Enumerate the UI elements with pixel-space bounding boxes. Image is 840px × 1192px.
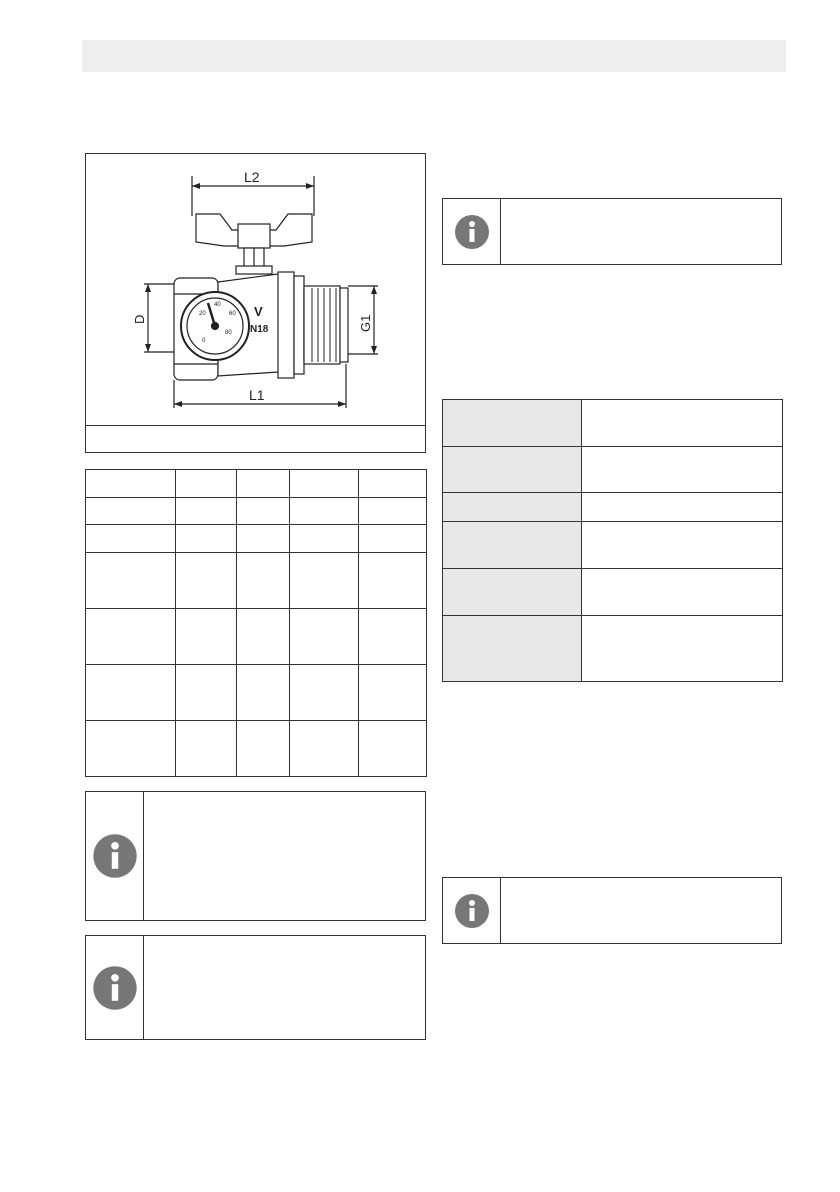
table-row — [86, 498, 427, 525]
gauge-letter: V — [254, 304, 263, 319]
gauge-tick-20: 20 — [199, 311, 206, 317]
table-cell — [237, 609, 290, 665]
label-l1: L1 — [249, 387, 265, 403]
spec-label-cell — [443, 493, 582, 522]
table-cell — [237, 665, 290, 721]
spec-value-cell — [582, 447, 783, 493]
info-note-bottom-right — [442, 877, 782, 944]
table-row — [443, 616, 783, 682]
info-icon — [443, 878, 501, 943]
table-row — [86, 553, 427, 609]
table-cell — [359, 609, 427, 665]
table-cell — [86, 665, 176, 721]
table-cell — [176, 498, 237, 525]
spec-label-cell — [443, 522, 582, 569]
spec-label-cell — [443, 400, 582, 447]
table-cell — [290, 721, 359, 777]
table-cell — [359, 721, 427, 777]
info-icon — [443, 199, 501, 264]
spec-value-cell — [582, 569, 783, 616]
spec-label-cell — [443, 616, 582, 682]
drawing-caption — [86, 425, 425, 452]
table-cell — [86, 721, 176, 777]
table-row — [443, 522, 783, 569]
gauge-tick-80: 80 — [225, 330, 232, 336]
table-cell — [86, 609, 176, 665]
table-cell — [86, 470, 176, 498]
table-row — [443, 400, 783, 447]
gauge-tick-60: 60 — [229, 311, 236, 317]
table-cell — [176, 721, 237, 777]
label-l2: L2 — [244, 169, 260, 185]
info-note-top-right — [442, 198, 782, 265]
table-row — [86, 721, 427, 777]
spec-value-cell — [582, 522, 783, 569]
valve-drawing-panel — [85, 153, 426, 453]
spec-value-cell — [582, 493, 783, 522]
info-icon — [86, 792, 144, 920]
table-row — [86, 665, 427, 721]
table-row — [86, 525, 427, 553]
spec-value-cell — [582, 400, 783, 447]
spec-value-cell — [582, 616, 783, 682]
table-cell — [176, 609, 237, 665]
table-cell — [359, 470, 427, 498]
gauge-code: N18 — [250, 324, 269, 335]
label-d: D — [132, 314, 147, 324]
table-cell — [290, 470, 359, 498]
table-cell — [237, 498, 290, 525]
table-cell — [86, 498, 176, 525]
info-note-text — [501, 199, 781, 264]
table-cell — [359, 665, 427, 721]
info-note-text — [144, 936, 425, 1039]
table-cell — [290, 609, 359, 665]
table-cell — [176, 665, 237, 721]
table-cell — [359, 525, 427, 553]
table-cell — [86, 525, 176, 553]
table-row — [443, 447, 783, 493]
table-cell — [290, 525, 359, 553]
info-note-middle-left — [85, 791, 426, 921]
table-cell — [176, 525, 237, 553]
info-icon — [86, 936, 144, 1039]
table-cell — [237, 525, 290, 553]
spec-label-cell — [443, 447, 582, 493]
table-cell — [237, 553, 290, 609]
table-cell — [290, 553, 359, 609]
info-note-text — [501, 878, 781, 943]
table-cell — [176, 553, 237, 609]
info-note-bottom-left — [85, 935, 426, 1040]
spec-label-cell — [443, 569, 582, 616]
table-cell — [290, 498, 359, 525]
table-cell — [86, 553, 176, 609]
gauge-tick-0: 0 — [202, 338, 206, 344]
table-cell — [237, 721, 290, 777]
table-row — [443, 569, 783, 616]
header-bar — [82, 40, 786, 72]
table-cell — [237, 470, 290, 498]
valve-drawing — [86, 154, 425, 426]
table-cell — [290, 665, 359, 721]
label-g1: G1 — [358, 314, 373, 332]
gauge-tick-40: 40 — [214, 302, 221, 308]
table-row — [86, 609, 427, 665]
table-cell — [359, 498, 427, 525]
table-cell — [359, 553, 427, 609]
dimensions-table — [85, 469, 427, 777]
spec-table — [442, 399, 783, 682]
table-cell — [176, 470, 237, 498]
table-row — [443, 493, 783, 522]
table-row — [86, 470, 427, 498]
info-note-text — [144, 792, 425, 920]
